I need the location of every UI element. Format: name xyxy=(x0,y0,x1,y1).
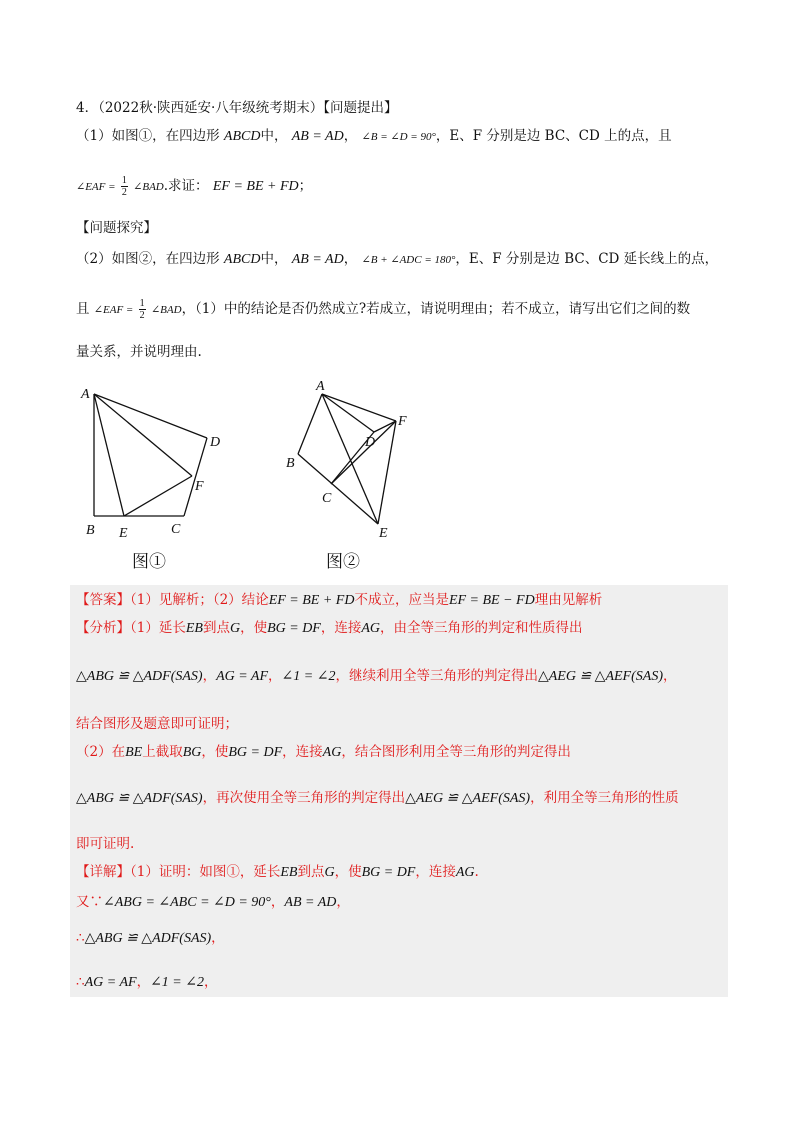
math-quad: ABCD xyxy=(223,129,261,144)
math-angle: ∠BAD xyxy=(133,181,164,193)
math-angle: ∠EAF = xyxy=(93,304,134,316)
fig1-label-b: B xyxy=(86,523,95,538)
analysis-text: 上截取 xyxy=(142,744,183,760)
answer-text: 不成立，应当是 xyxy=(354,592,449,608)
detail-text: . xyxy=(474,864,479,880)
fig1-segment-af xyxy=(94,394,192,476)
analysis-text: ，利用全等三角形的性质 xyxy=(530,790,679,806)
math-term: AG xyxy=(361,621,381,636)
math-congruence: △ABG ≌ △ADF(SAS) xyxy=(76,791,203,806)
analysis-text: 到点 xyxy=(202,620,230,636)
question-header xyxy=(76,98,398,118)
math-eq: ∠ABG = ∠ABC = ∠D = 90° xyxy=(103,895,271,910)
detail-line-2 xyxy=(76,891,350,914)
detail-text: ∴ xyxy=(76,974,85,990)
analysis-line-4 xyxy=(76,741,571,764)
analysis-text: （1）延长 xyxy=(130,620,186,636)
part1-text: 中， xyxy=(260,128,288,144)
math-eq: AB = AD xyxy=(291,252,344,267)
math-eq: ∠B = ∠D = 90° xyxy=(361,131,436,143)
analysis-text: ，由全等三角形的判定和性质得出 xyxy=(380,620,583,636)
part2-line3 xyxy=(76,342,202,362)
math-congruence: △ABG ≌ △ADF(SAS) xyxy=(84,931,212,946)
part2-text: 且 xyxy=(76,301,90,317)
fig2-segment-be xyxy=(298,454,378,524)
analysis-text: ，再次使用全等三角形的判定得出 xyxy=(202,790,406,806)
analysis-text: ，使 xyxy=(240,620,268,636)
part2-text: ， xyxy=(343,251,358,267)
part2-line2 xyxy=(76,296,690,323)
part1-line1 xyxy=(76,126,672,147)
detail-line-1 xyxy=(76,861,479,884)
fig1-segment-ef xyxy=(124,476,192,516)
detail-text: ，连接 xyxy=(415,864,456,880)
math-quad: ABCD xyxy=(223,252,261,267)
detail-line-3 xyxy=(76,927,225,950)
analysis-text: 结合图形及题意即可证明； xyxy=(76,716,238,732)
math-congruence: △AEG ≌ △AEF(SAS) xyxy=(405,791,531,806)
part2-text: ，（1）中的结论是否仍然成立?若成立，请说明理由；若不成立，请写出它们之间的数 xyxy=(181,301,691,317)
math-eq: BG = DF xyxy=(267,621,321,636)
part1-text: ，E、F 分别是边 BC、CD 上的点，且 xyxy=(435,128,672,144)
analysis-line-5 xyxy=(76,787,679,810)
fig2-segment-af xyxy=(322,394,396,421)
fraction xyxy=(139,298,146,321)
analysis-text: ，继续利用全等三角形的判定得出 xyxy=(335,668,538,684)
math-eq: BG = DF xyxy=(228,745,283,760)
math-angle: ∠EAF = xyxy=(76,181,116,193)
detail-text: 到点 xyxy=(297,864,325,880)
math-term: AG xyxy=(322,745,342,760)
part1-text: ， xyxy=(343,128,358,144)
section-tag-2 xyxy=(76,218,157,238)
question-tag: 【问题提出】 xyxy=(323,100,398,116)
math-eq: EF = BE + FD xyxy=(212,179,299,194)
question-source: （2022秋·陕西延安·八年级统考期末） xyxy=(98,100,324,116)
math-term: G xyxy=(324,865,335,880)
part1-text: ； xyxy=(298,178,313,194)
math-eq: BG = DF xyxy=(361,865,416,880)
fig1-label-f: F xyxy=(195,479,204,494)
math-term: EB xyxy=(185,621,203,636)
analysis-text: 即可证明. xyxy=(76,836,135,852)
answer-text: 理由见解析 xyxy=(534,592,603,608)
fig2-label-f: F xyxy=(398,414,407,429)
math-term: G xyxy=(229,621,241,636)
math-term: BG xyxy=(182,745,202,760)
detail-text: 又∵ xyxy=(76,894,103,910)
fig2-segment-df xyxy=(374,421,396,432)
detail-text: ， xyxy=(203,974,218,990)
fig1-segment-ad xyxy=(94,394,207,438)
detail-text: （1）证明：如图①，延长 xyxy=(130,864,281,880)
fraction-num: 1 xyxy=(121,175,127,186)
math-eq: AG = AF xyxy=(84,975,137,990)
part1-line2 xyxy=(76,173,312,200)
math-eq: ∠1 = ∠2 xyxy=(281,669,336,684)
detail-text: ，使 xyxy=(334,864,362,880)
analysis-line-1 xyxy=(76,617,583,640)
section-tag: 【问题探究】 xyxy=(76,220,157,236)
math-term: AG xyxy=(455,865,475,880)
part2-text: 量关系，并说明理由. xyxy=(76,344,202,360)
fig2-label-b: B xyxy=(286,456,295,471)
detail-text: ， xyxy=(270,894,285,910)
math-eq: EF = BE + FD xyxy=(268,593,355,608)
answer-text: （1）见解析；（2）结论 xyxy=(130,592,269,608)
figures xyxy=(76,376,476,576)
analysis-text: ，使 xyxy=(201,744,229,760)
math-eq: ∠B + ∠ADC = 180° xyxy=(361,254,456,266)
math-eq: AG = AF xyxy=(216,669,269,684)
math-eq: ∠1 = ∠2 xyxy=(150,975,204,990)
math-congruence: △ABG ≌ △ADF(SAS) xyxy=(76,669,203,684)
answer-tag: 【答案】 xyxy=(76,592,130,608)
fig1-segment-ae xyxy=(94,394,124,516)
geometry-figures xyxy=(76,376,476,576)
detail-line-4 xyxy=(76,971,217,994)
detail-text: ∴ xyxy=(76,930,85,946)
analysis-line-2 xyxy=(76,665,676,688)
math-angle: ∠BAD xyxy=(150,304,182,316)
fraction xyxy=(121,175,128,198)
fig1-label-c: C xyxy=(171,522,181,537)
math-eq: AB = AD xyxy=(291,129,344,144)
detail-tag: 【详解】 xyxy=(76,864,130,880)
fig1-label-d: D xyxy=(210,435,221,450)
math-eq: AB = AD xyxy=(284,895,337,910)
answer-line xyxy=(76,589,602,612)
part2-line1 xyxy=(76,249,718,270)
math-term: EB xyxy=(280,865,298,880)
part2-text: （2）如图②，在四边形 xyxy=(76,251,220,267)
analysis-tag: 【分析】 xyxy=(76,620,130,636)
fig2-label-e: E xyxy=(379,526,388,541)
part1-text: （1）如图①，在四边形 xyxy=(76,128,220,144)
analysis-text: （2）在 xyxy=(76,744,126,760)
analysis-text: ，结合图形利用全等三角形的判定得出 xyxy=(341,744,571,760)
detail-text: ， xyxy=(336,894,350,910)
fraction-num: 1 xyxy=(139,298,145,309)
detail-text: ， xyxy=(136,974,151,990)
fig1-caption: 图① xyxy=(132,552,166,572)
part2-text: ，E、F 分别是边 BC、CD 延长线上的点， xyxy=(455,251,719,267)
detail-text: ， xyxy=(211,930,225,946)
analysis-text: ， xyxy=(202,668,217,684)
fig1-label-a: A xyxy=(81,387,90,402)
analysis-text: ，连接 xyxy=(282,744,323,760)
answer-block xyxy=(70,585,728,997)
fig2-segment-ab xyxy=(298,394,322,454)
fraction-den: 2 xyxy=(121,187,127,198)
math-congruence: △AEG ≌ △AEF(SAS) xyxy=(537,669,663,684)
fraction-den: 2 xyxy=(139,310,145,321)
math-term: BE xyxy=(125,745,143,760)
fig1-label-e: E xyxy=(119,526,128,541)
fig2-label-c: C xyxy=(322,491,332,506)
analysis-text: ， xyxy=(268,668,282,684)
analysis-line-6 xyxy=(76,833,134,855)
fig1-segment-cd xyxy=(184,438,207,516)
question-number: 4． xyxy=(76,100,99,116)
figure-2 xyxy=(298,394,396,524)
analysis-text: ，连接 xyxy=(320,620,362,636)
part1-text: .求证： xyxy=(163,178,209,194)
fig2-label-a: A xyxy=(316,379,325,394)
analysis-line-3 xyxy=(76,713,238,735)
math-eq: EF = BE − FD xyxy=(448,593,535,608)
fig2-label-d: D xyxy=(365,435,376,450)
fig2-caption: 图② xyxy=(326,552,360,572)
figure-1 xyxy=(94,394,207,516)
analysis-text: ， xyxy=(662,668,677,684)
part2-text: 中， xyxy=(260,251,288,267)
